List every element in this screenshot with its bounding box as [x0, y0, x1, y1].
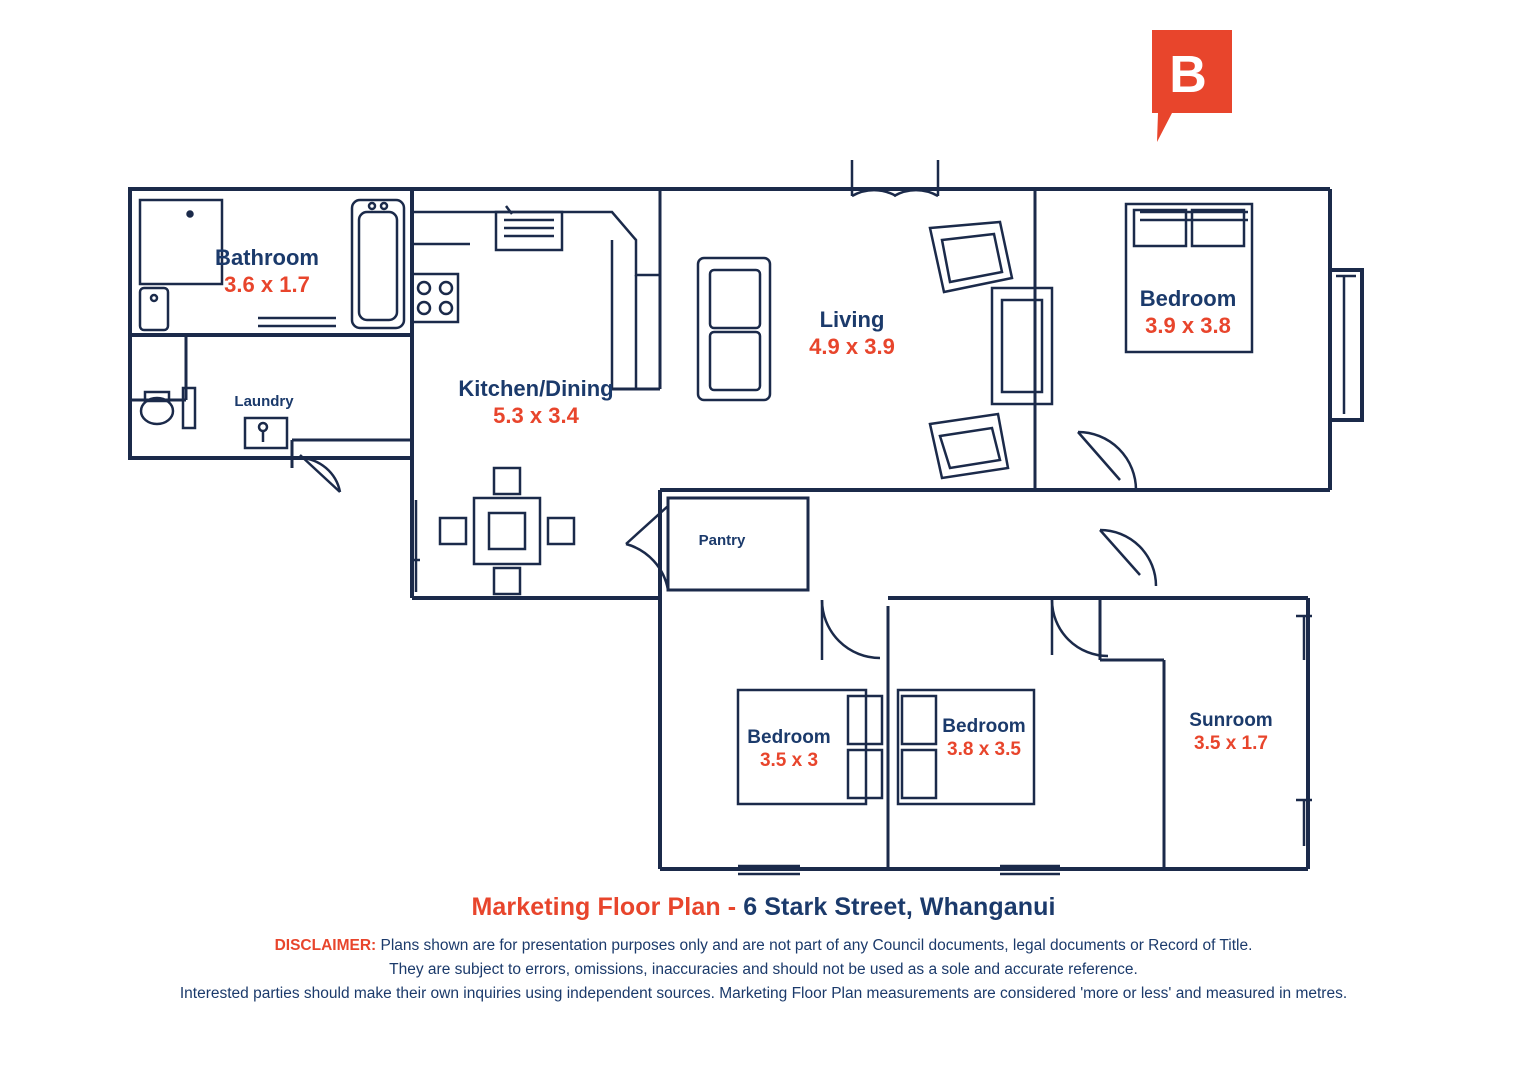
- plan-title-prefix: Marketing Floor Plan -: [471, 893, 744, 921]
- room-label-laundry: [234, 393, 293, 411]
- room-name: Pantry: [698, 531, 746, 549]
- disclaimer-lead: DISCLAIMER:: [274, 937, 377, 954]
- room-dimensions: 3.5 x 3: [759, 750, 819, 771]
- room-dimensions: 3.8 x 3.5: [947, 739, 1021, 760]
- room-name: Sunroom: [1189, 709, 1273, 731]
- door-swings: [300, 160, 1156, 660]
- room-name: Bathroom: [215, 245, 319, 271]
- room-label-sunroom: [1189, 709, 1272, 755]
- room-dimensions: 5.3 x 3.4: [493, 403, 579, 428]
- room-label-pantry: [699, 532, 746, 550]
- disclaimer-line-2: They are subject to errors, omissions, inaccuracies and should not be used as a sole and accurate reference.: [389, 961, 1138, 979]
- room-dimensions: 4.9 x 3.9: [809, 334, 895, 359]
- room-label-living: [809, 307, 895, 361]
- room-name: Laundry: [234, 392, 294, 410]
- room-name: Bedroom: [1139, 286, 1237, 312]
- title-block: [0, 893, 1527, 1006]
- room-label-bathroom: [215, 245, 319, 299]
- disclaimer-line-1: [0, 934, 1527, 958]
- disclaimer-text-1: Plans shown are for presentation purposes only and are not part of any Council documents, legal documents or Record of Title.: [376, 937, 1253, 954]
- plan-title: [0, 893, 1527, 922]
- room-dimensions: 3.5 x 1.7: [1194, 733, 1268, 754]
- logo-letter: B: [1169, 46, 1207, 104]
- room-label-bedroom-2: [747, 726, 830, 772]
- disclaimer-line-3: Interested parties should make their own inquiries using independent sources. Marketing Floor Plan measurements are considered 'more or less' and measured in metres.: [179, 985, 1348, 1003]
- room-label-bedroom-main: [1140, 286, 1237, 340]
- room-label-kitchen-dining: [458, 376, 613, 430]
- disclaimer: [0, 934, 1527, 1006]
- room-dimensions: 3.9 x 3.8: [1145, 313, 1231, 338]
- room-name: Living: [819, 307, 885, 333]
- plan-title-address: 6 Stark Street, Whanganui: [743, 893, 1056, 921]
- room-dimensions: 3.6 x 1.7: [224, 272, 310, 297]
- room-name: Bedroom: [942, 715, 1026, 737]
- room-name: Kitchen/Dining: [458, 376, 614, 402]
- room-label-bedroom-3: [942, 715, 1025, 761]
- room-name: Bedroom: [747, 726, 831, 748]
